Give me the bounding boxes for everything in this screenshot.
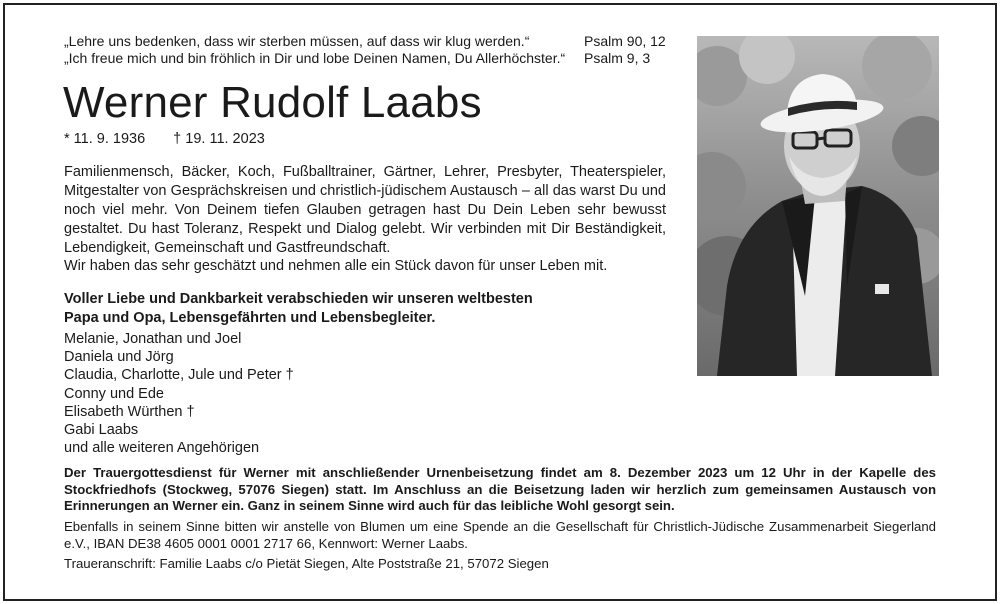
family-member: und alle weiteren Angehörigen	[64, 440, 260, 457]
family-list	[64, 330, 294, 457]
family-member: Gabi Laabs	[64, 422, 139, 439]
portrait-photo-drawing	[697, 36, 939, 376]
farewell-statement	[64, 290, 533, 328]
psalm-quotes	[64, 33, 664, 67]
birth-date: * 11. 9. 1936	[64, 131, 146, 147]
portrait-photo	[697, 36, 939, 376]
biography-closing: Wir haben das sehr geschätzt und nehmen alle ein Stück davon für unser Leben mit.	[64, 258, 608, 274]
quote-line	[64, 33, 664, 50]
quote-text: „Lehre uns bedenken, dass wir sterben müssen, auf dass wir klug werden.“	[64, 33, 530, 49]
funeral-service-info: Der Trauergottesdienst für Werner mit anschließender Urnenbeisetzung findet am 8. Dezember 2023 um 12 Uhr in der Kapelle des Stockfriedhofs (Stockweg, 57076 Siegen) statt. Im Anschluss an die Beisetzung laden wir herzlich zum gemeinsamen Austausch von Erinnerungen an Werner ein. Ganz in seinem Sinne wird auch für das leibliche Wohl gesorgt sein.	[64, 465, 936, 513]
family-member: Conny und Ede	[64, 385, 164, 402]
deceased-name: Werner Rudolf Laabs	[63, 78, 482, 127]
quote-text: „Ich freue mich und bin fröhlich in Dir und lobe Deinen Namen, Du Allerhöchster.“	[64, 50, 566, 66]
biography-text: Familienmensch, Bäcker, Koch, Fußballtrainer, Gärtner, Lehrer, Presbyter, Theaterspieler, Mitgestalter von Gesprächskreisen und christlich-jüdischem Austausch – all das warst Du und noch viel mehr. Von Deinem tiefen Glauben getragen hast Du Dein Leben sehr bewusst gestaltet. Du hast Toleranz, Respekt und Dialog gelebt. Wir verbinden mit Dir Beständigkeit, Lebendigkeit, Gemeinschaft und Gastfreundschaft.	[64, 164, 666, 256]
death-date: † 19. 11. 2023	[173, 131, 265, 147]
donation-request: Ebenfalls in seinem Sinne bitten wir anstelle von Blumen um eine Spende an die Gesellschaft für Christlich-Jüdische Zusammenarbeit Siegerland e.V., IBAN DE38 4605 0001 0001 2717 66, Kennwort: Werner Laabs.	[64, 519, 936, 551]
condolence-address: Traueranschrift: Familie Laabs c/o Pietät Siegen, Alte Poststraße 21, 57072 Siegen	[64, 556, 549, 571]
quote-reference: Psalm 9, 3	[584, 50, 651, 66]
quote-reference: Psalm 90, 12	[584, 33, 666, 49]
family-member: Elisabeth Würthen †	[64, 403, 195, 420]
farewell-line: Papa und Opa, Lebensgefährten und Lebensbegleiter.	[64, 310, 436, 326]
farewell-line: Voller Liebe und Dankbarkeit verabschieden wir unseren weltbesten	[64, 291, 533, 307]
family-member: Melanie, Jonathan und Joel	[64, 331, 242, 347]
family-member: Claudia, Charlotte, Jule und Peter †	[64, 367, 294, 384]
family-member: Daniela und Jörg	[64, 349, 174, 366]
life-dates	[64, 131, 265, 147]
quote-line	[64, 50, 664, 67]
